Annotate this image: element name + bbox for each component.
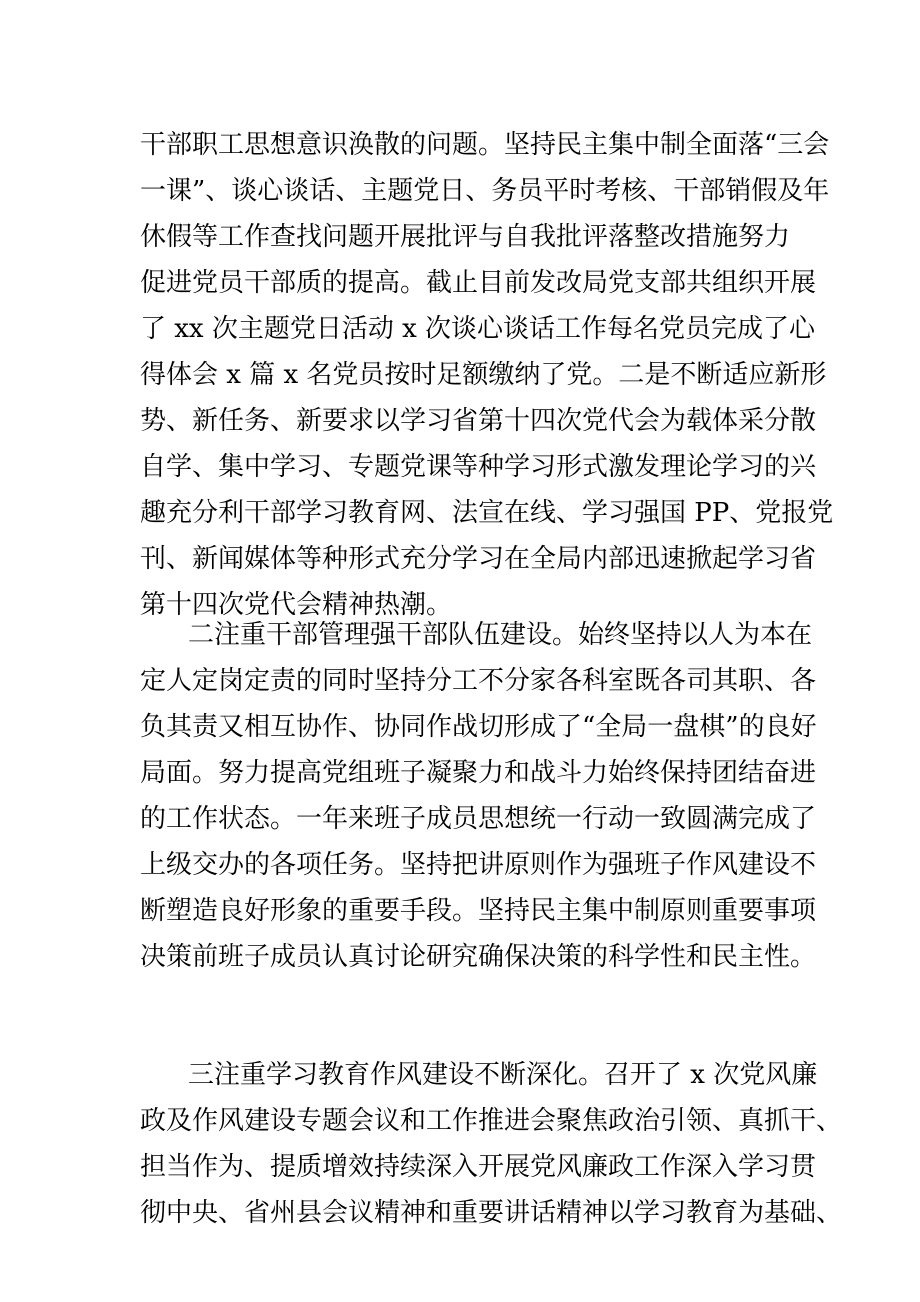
text-line: 三注重学习教育作风建设不断深化。召开了 x 次党风廉 bbox=[188, 1060, 818, 1090]
paragraph-3 bbox=[140, 1052, 843, 1236]
text-line: 刊、新闻媒体等种形式充分学习在全局内部迅速掀起学习省 bbox=[140, 544, 817, 574]
text-line: 一课”、谈心谈话、主题党日、务员平时考核、干部销假及年 bbox=[140, 176, 830, 206]
text-line: 促进党员干部质的提高。截止目前发改局党支部共组织开展 bbox=[140, 268, 817, 298]
text-line: 自学、集中学习、专题党课等种学习形式激发理论学习的兴 bbox=[140, 452, 817, 482]
text-line: 政及作风建设专题会议和工作推进会聚焦政治引领、真抓干、 bbox=[140, 1106, 843, 1136]
text-line: 上级交办的各项任务。坚持把讲原则作为强班子作风建设不 bbox=[140, 850, 817, 880]
text-line: 第十四次党代会精神热潮。 bbox=[140, 590, 453, 620]
text-line: 得体会 x 篇 x 名党员按时足额缴纳了党。二是不断适应新形 bbox=[140, 360, 827, 390]
paragraph-1 bbox=[140, 122, 834, 628]
text-line: 的工作状态。一年来班子成员思想统一行动一致圆满完成了 bbox=[140, 804, 817, 834]
paragraph-2 bbox=[140, 612, 817, 980]
text-line: 干部职工思想意识涣散的问题。坚持民主集中制全面落“三会 bbox=[140, 130, 830, 160]
text-line: 二注重干部管理强干部队伍建设。始终坚持以人为本在 bbox=[188, 620, 813, 650]
text-line: 休假等工作查找问题开展批评与自我批评落整改措施努力 bbox=[140, 222, 791, 252]
text-line: 断塑造良好形象的重要手段。坚持民主集中制原则重要事项 bbox=[140, 896, 817, 926]
text-line: 彻中央、省州县会议精神和重要讲话精神以学习教育为基础、 bbox=[140, 1198, 843, 1228]
text-line: 了 xx 次主题党日活动 x 次谈心谈话工作每名党员完成了心 bbox=[140, 314, 816, 344]
text-line: 定人定岗定责的同时坚持分工不分家各科室既各司其职、各 bbox=[140, 666, 817, 696]
text-line: 趣充分利干部学习教育网、法宣在线、学习强国 PP、党报党 bbox=[140, 498, 834, 528]
text-line: 局面。努力提高党组班子凝聚力和战斗力始终保持团结奋进 bbox=[140, 758, 817, 788]
text-line: 决策前班子成员认真讨论研究确保决策的科学性和民主性。 bbox=[140, 942, 817, 972]
text-line: 负其责又相互协作、协同作战切形成了“全局一盘棋”的良好 bbox=[140, 712, 817, 742]
text-line: 势、新任务、新要求以学习省第十四次党代会为载体采分散 bbox=[140, 406, 817, 436]
text-line: 担当作为、提质增效持续深入开展党风廉政工作深入学习贯 bbox=[140, 1152, 817, 1182]
